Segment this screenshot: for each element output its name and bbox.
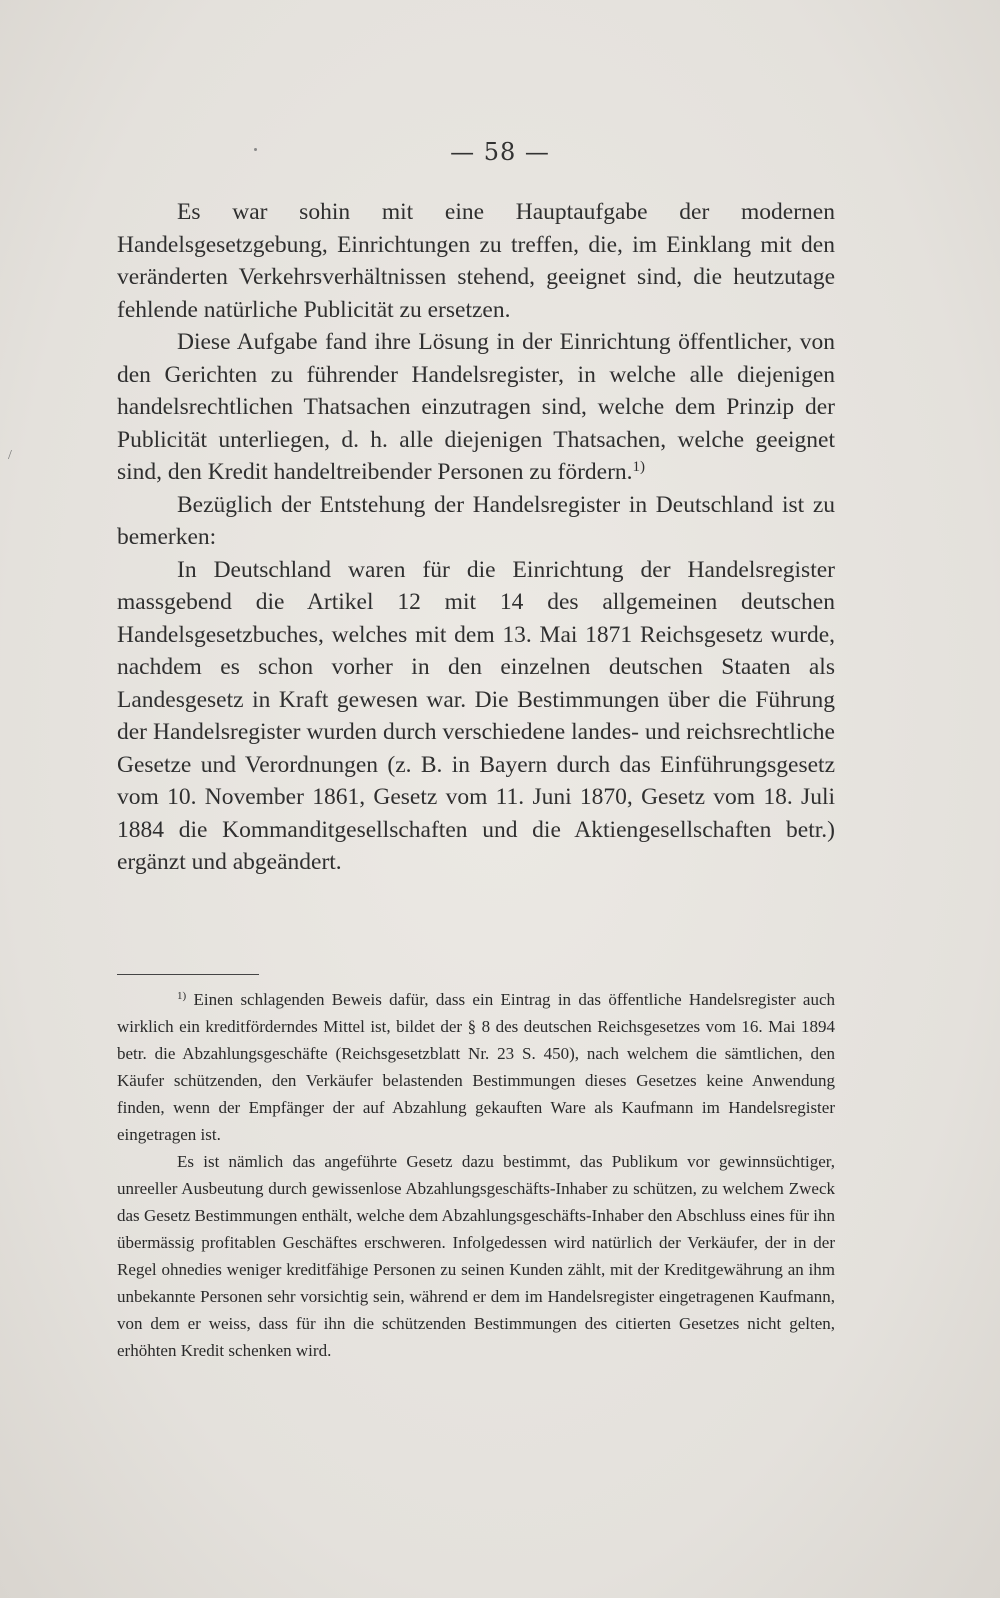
footnote-divider <box>117 974 259 975</box>
footnote-reference[interactable]: 1) <box>632 459 646 475</box>
footnote-paragraph-1-text: Einen schlagenden Beweis dafür, dass ein Eintrag in das öffentliche Handelsregister auch wirklich ein kreditförderndes Mittel ist, bildet der § 8 des deutschen Reichsgesetzes vom 16. Mai 1894 betr. die Abzahlungsgeschäfte (Reichsgesetzblatt Nr. 23 S. 450), nach welchem die sämtlichen, den Käufer schützenden, den Verkäufer belastenden Bestimmungen dieses Gesetzes keine Anwendung finden, wenn der Empfänger der auf Abzahlung gekauften Ware als Kaufmann im Handelsregister eingetragen ist. <box>117 990 836 1144</box>
body-paragraph-4: In Deutschland waren für die Einrichtung der Handelsregister massgebend die Artikel 12 mit 14 des allgemeinen deutschen Handelsgesetzbuches, welches mit dem 13. Mai 1871 Reichsgesetz wurde, nachdem es schon vorher in den einzelnen deutschen Staaten als Landesgesetz in Kraft gewesen war. Die Bestimmungen über die Führung der Handelsregister wurden durch verschiedene landes- und reichsrechtliche Gesetze und Verordnungen (z. B. in Bayern durch das Einführungsgesetz vom 10. November 1861, Gesetz vom 11. Juni 1870, Gesetz vom 18. Juli 1884 die Kommanditgesellschaften und die Aktiengesellschaften betr.) ergänzt und abgeändert. <box>117 556 835 875</box>
body-paragraph-2-text: Diese Aufgabe fand ihre Lösung in der Einrichtung öffentlicher, von den Gerichten zu führender Handelsregister, in welche alle diejenigen handelsrechtlichen Thatsachen einzutragen sind, welche dem Prinzip der Publicität unterliegen, d. h. alle diejenigen Thatsachen, welche geeignet sind, den Kredit handeltreibender Personen zu fördern. <box>117 329 835 485</box>
footnote <box>117 986 835 1364</box>
body-paragraph-2 <box>117 326 835 489</box>
footnote-marker: 1) <box>177 990 187 1002</box>
footnote-paragraph-2: Es ist nämlich das angeführte Gesetz dazu bestimmt, das Publikum vor gewinnsüchtiger, unreeller Ausbeutung durch gewissenlose Abzahlungsgeschäfts-Inhaber zu schützen, zu welchem Zweck das Gesetz Bestimmungen enthält, welche dem Abzahlungsgeschäfts-Inhaber den Abschluss eines für ihn übermässig profitablen Geschäftes erschweren. Infolgedessen wird natürlich der Verkäufer, der in der Regel ohnedies weniger kreditfähige Personen zu seinen Kunden zählt, mit der Kreditgewährung an ihm unbekannte Personen sehr vorsichtig sein, während er dem im Handelsregister eingetragenen Kaufmann, von dem er weiss, dass für ihn die schützenden Bestimmungen des citierten Gesetzes nicht gelten, erhöhten Kredit schenken wird. <box>117 1152 835 1360</box>
footnote-paragraph-1 <box>117 986 835 1148</box>
body-paragraph-3: Bezüglich der Entstehung der Handelsregister in Deutschland ist zu bemerken: <box>117 491 835 550</box>
body-paragraph-1: Es war sohin mit eine Hauptaufgabe der modernen Handelsgesetzgebung, Einrichtungen zu treffen, die, im Einklang mit den veränderten Verkehrsverhältnissen stehend, geeignet sind, die heutzutage fehlende natürliche Publicität zu ersetzen. <box>117 199 835 323</box>
page-number: — 58 — <box>450 138 550 166</box>
body-text <box>117 196 835 879</box>
margin-mark: / <box>8 448 12 463</box>
